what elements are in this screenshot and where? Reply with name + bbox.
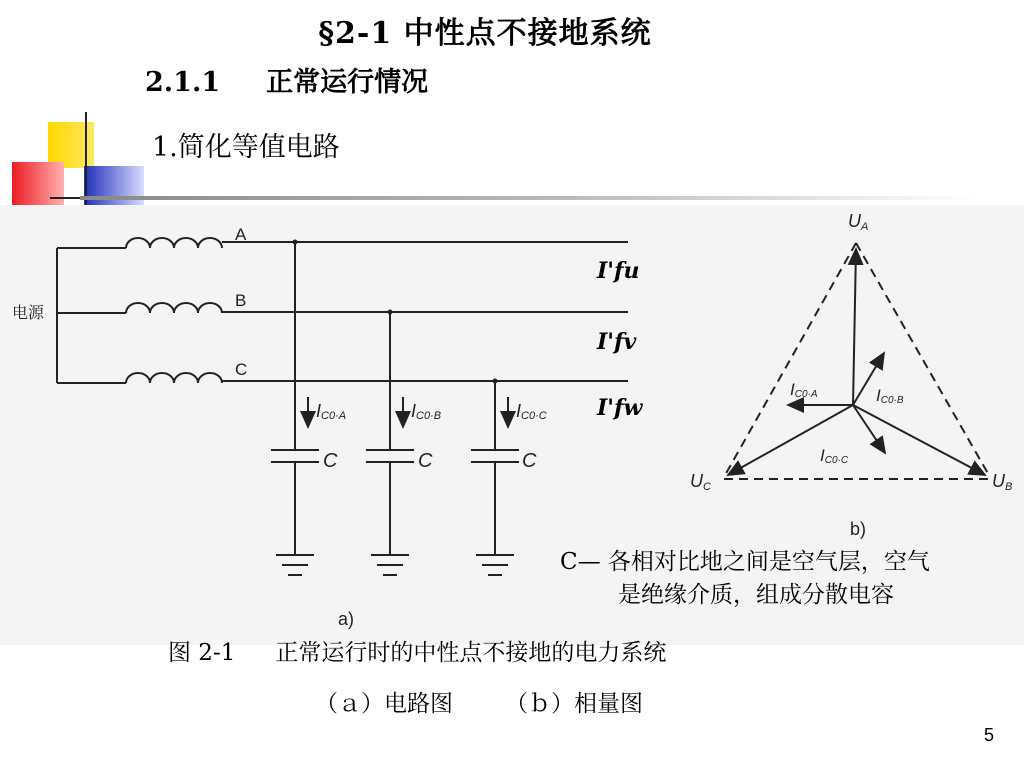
voltage-label-c: UC — [690, 471, 711, 493]
phase-label-c: C — [235, 360, 248, 379]
decorative-squares — [10, 110, 150, 210]
capacitor-label-b: C — [418, 450, 433, 472]
note-line-2: 是绝缘介质，组成分散电容 — [618, 582, 894, 608]
capacitor-label-c: C — [522, 450, 537, 472]
current-label-ic0a: IC0·A — [790, 380, 818, 400]
red-square — [12, 162, 64, 206]
page-number: 5 — [983, 725, 994, 745]
figure-subcaptions — [315, 685, 643, 718]
figure-heading: 1.简化等值电路 — [152, 132, 340, 163]
cap-current-label-a: IC0·A — [316, 401, 347, 422]
phase-label-b: B — [235, 291, 247, 310]
heading-divider — [80, 196, 980, 200]
subcaption-a: （ａ）电路图 — [315, 691, 453, 717]
fault-current-u: I'fu — [597, 258, 640, 284]
capacitance-note — [560, 546, 1020, 612]
subcaption-b: （ｂ）相量图 — [505, 691, 643, 717]
source-label: 电源 — [12, 303, 45, 322]
current-label-ic0c: IC0·C — [820, 446, 849, 466]
section-number: 2.1.1 — [145, 67, 221, 98]
voltage-label-a: UA — [848, 211, 869, 233]
panel-label-a: a) — [338, 609, 355, 629]
figure-caption-text: 正常运行时的中性点不接地的电力系统 — [275, 640, 667, 666]
figure-caption — [168, 634, 666, 667]
cap-current-label-b: IC0·B — [411, 401, 442, 422]
note-line-1: C— 各相对比地之间是空气层，空气 — [560, 549, 930, 575]
panel-label-b: b) — [850, 519, 867, 539]
current-label-ic0b: IC0·B — [876, 386, 904, 406]
section-subtitle — [145, 60, 428, 99]
section-subtitle-text: 正常运行情况 — [266, 67, 429, 98]
figure-number: 图 2-1 — [168, 640, 236, 666]
blue-square — [84, 166, 144, 206]
capacitor-label-a: C — [323, 450, 338, 472]
phase-label-a: A — [235, 225, 247, 244]
voltage-label-b: UB — [992, 471, 1013, 493]
cap-current-label-c: IC0·C — [516, 401, 547, 422]
fault-current-v: I'fv — [597, 329, 637, 355]
yellow-square — [48, 122, 94, 168]
slide-title: §2-1 中性点不接地系统 — [318, 16, 652, 51]
fault-current-w: I'fw — [597, 395, 643, 421]
